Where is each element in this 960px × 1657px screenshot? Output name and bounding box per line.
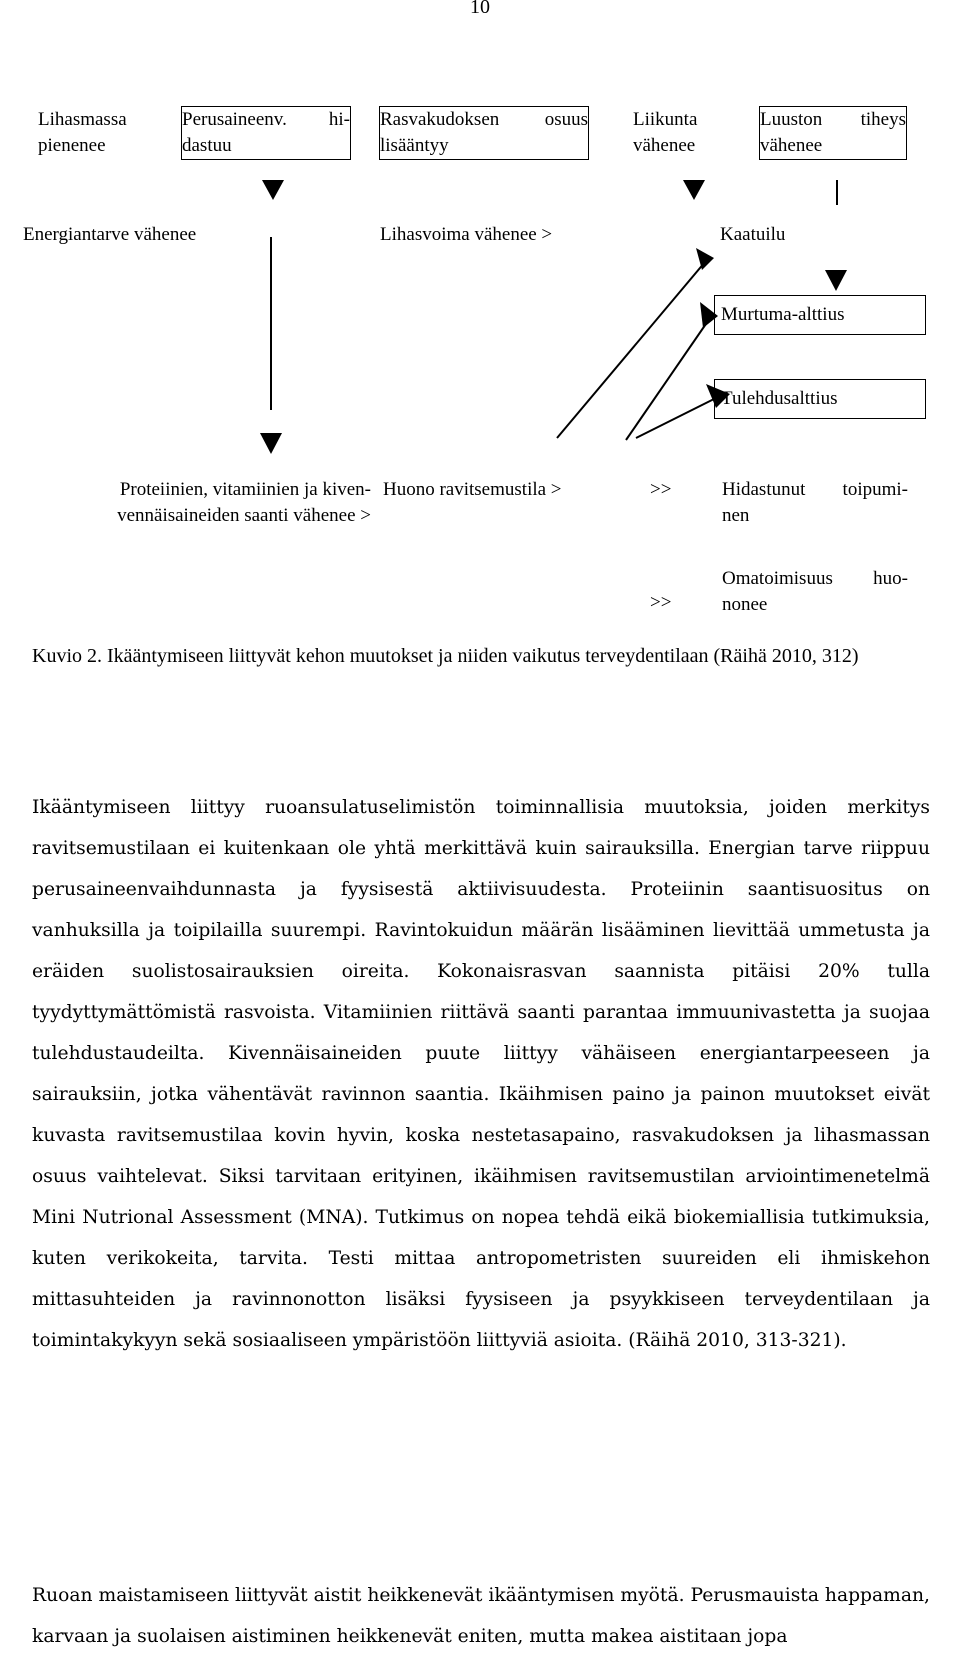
box-luuston-line-2: vähenee bbox=[760, 135, 823, 156]
arrow-line-tulehdus bbox=[636, 398, 716, 438]
box-omatoimisuus-line-1: Omatoimisuus huo- bbox=[722, 568, 908, 589]
arrowhead-energy bbox=[260, 433, 282, 454]
box-energiantarve: Energiantarve vähenee bbox=[23, 224, 197, 245]
box-proteiinien-line-2: vennäisaineiden saanti vähenee > bbox=[117, 505, 371, 526]
box-kaatuilu: Kaatuilu bbox=[720, 224, 786, 245]
box-perusaineenv-line-1: Perusaineenv. hi- bbox=[182, 109, 350, 130]
box-tulehdus: Tulehdusalttius bbox=[715, 380, 925, 418]
box-liikunta-line-1: Liikunta bbox=[633, 109, 698, 130]
arrowhead-kaatuilu bbox=[696, 248, 714, 270]
double-arrow-1: >> bbox=[650, 479, 672, 500]
box-luuston-line-1: Luuston tiheys bbox=[760, 109, 906, 130]
box-lihasmassa-line-1: Lihasmassa bbox=[38, 109, 127, 130]
box-omatoimisuus bbox=[722, 566, 908, 618]
aging-effects-diagram bbox=[0, 0, 960, 640]
box-rasvakudoksen bbox=[380, 107, 588, 159]
box-murtuma: Murtuma-alttius bbox=[715, 296, 925, 334]
page-number: 10 bbox=[470, 0, 490, 18]
figure-caption: Kuvio 2. Ikääntymiseen liittyvät kehon muutokset ja niiden vaikutus terveydentilaan (Räihä 2010, 312) bbox=[32, 645, 859, 667]
arrowhead-liikunta bbox=[683, 180, 705, 200]
paragraph-1: Ikääntymiseen liittyy ruoansulatuselimistön toiminnallisia muutoksia, joiden merkitys ravitsemustilaan ei kuitenkaan ole yhtä merkittävä kuin sairauksilla. Energian tarve riippuu perusaineenvaihdunnasta ja fyysisestä aktiivisuudesta. Proteiinin saantisuositus on vanhuksilla ja toipilailla suurempi. Ravintokuidun määrän lisääminen lievittää ummetusta ja eräiden suolistosairauksien oireita. Kokonaisrasvan saannista pitäisi 20% tulla tyydyttymättömistä rasvoista. Vitamiinien riittävä saanti parantaa immuunivastetta ja suojaa tulehdustaudeilta. Kivennäisaineiden puute liittyy vähäiseen energiantarpeeseen ja sairauksiin, jotka vähentävät ravinnon saantia. Ikäihmisen paino ja painon muutokset eivät kuvasta ravitsemustilaa kovin hyvin, koska nestetasapaino, rasvakudoksen ja lihasmassan osuus vaihtelevat. Siksi tarvitaan erityinen, ikäihmisen ravitsemustilan arviointimenetelmä Mini Nutrional Assessment (MNA). Tutkimus on nopea tehdä eikä biokemiallisia tutkimuksia, kuten verikokeita, tarvita. Testi mittaa antropometristen suureiden eli ihmiskehon mittasuhteiden ja ravinnonotton lisäksi fyysiseen ja psyykkiseen terveydentilaan ja toimintakykyyn sekä sosiaaliseen ympäristöön liittyviä asioita. (Räihä 2010, 313-321). bbox=[32, 797, 930, 1351]
box-liikunta-line-2: vähenee bbox=[633, 135, 696, 156]
box-perusaineenv bbox=[182, 107, 350, 159]
box-perusaineenv-line-2: dastuu bbox=[182, 135, 232, 156]
box-huono: Huono ravitsemustila > bbox=[383, 479, 562, 500]
double-arrow-2: >> bbox=[650, 592, 672, 613]
box-liikunta bbox=[633, 107, 723, 159]
box-luuston bbox=[760, 107, 906, 159]
box-rasvakudoksen-line-2: lisääntyy bbox=[380, 135, 449, 156]
box-omatoimisuus-line-2: nonee bbox=[722, 594, 768, 615]
box-hidastunut bbox=[722, 477, 908, 529]
box-proteiinien-line-1: Proteiinien, vitamiinien ja kiven- bbox=[119, 479, 371, 500]
box-lihasvoima: Lihasvoima vähenee > bbox=[380, 224, 553, 245]
arrowhead-luuston bbox=[825, 270, 847, 291]
box-hidastunut-line-1: Hidastunut toipumi- bbox=[722, 479, 908, 500]
box-lihasmassa bbox=[38, 107, 148, 159]
box-hidastunut-line-2: nen bbox=[722, 505, 750, 526]
paragraph-2: Ruoan maistamiseen liittyvät aistit heikkenevät ikääntymisen myötä. Perusmauista happaman, karvaan ja suolaisen aistiminen heikkenevät eniten, mutta makea aistitaan jopa bbox=[32, 1585, 930, 1647]
arrow-line-kaatuilu bbox=[557, 262, 705, 438]
box-rasvakudoksen-line-1: Rasvakudoksen osuus bbox=[380, 109, 588, 130]
box-proteiinien bbox=[23, 477, 371, 529]
box-lihasmassa-line-2: pienenee bbox=[38, 135, 106, 156]
arrowhead-perusaineenv bbox=[262, 180, 284, 200]
